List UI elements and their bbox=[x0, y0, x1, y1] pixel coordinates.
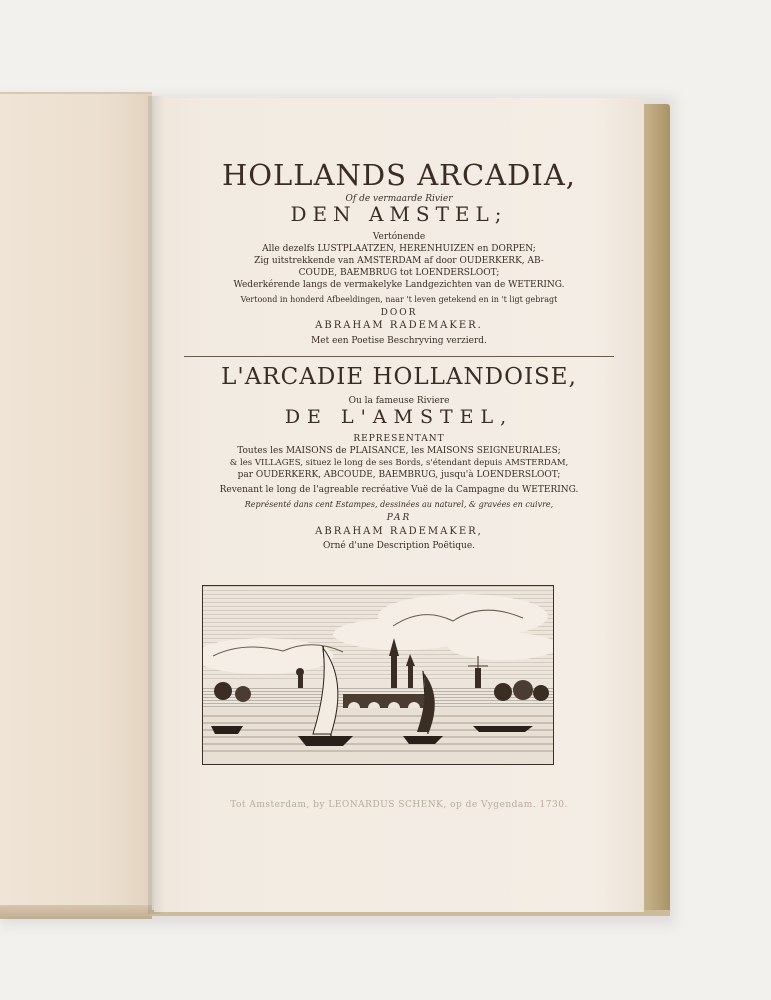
dutch-line-4: Wederkérende langs de vermakelyke Landgezichten van de WETERING. bbox=[233, 280, 565, 290]
section-divider bbox=[184, 356, 614, 357]
french-line-1: Toutes les MAISONS de PLAISANCE, les MAISONS SEIGNEURIALES; bbox=[237, 446, 561, 456]
dutch-subtitle: Of de vermaarde Rivier bbox=[345, 194, 453, 204]
left-page-edge bbox=[0, 905, 152, 919]
french-par: PAR bbox=[386, 513, 412, 523]
french-line-3: par OUDERKERK, ABCOUDE, BAEMBRUG, jusqu'à LOENDERSLOOT; bbox=[237, 470, 561, 480]
french-title: L'ARCADIE HOLLANDOISE, bbox=[221, 364, 577, 390]
book-cover-edge bbox=[640, 104, 670, 914]
dutch-line-5: Vertoond in honderd Afbeeldingen, naar 't leven getekend en in 't ligt gebragt bbox=[240, 295, 558, 304]
page-gutter-shadow bbox=[148, 96, 164, 914]
left-blank-page bbox=[0, 92, 152, 912]
french-author: ABRAHAM RADEMAKER, bbox=[315, 526, 483, 537]
dutch-river-title: DEN AMSTEL; bbox=[290, 202, 508, 226]
title-page bbox=[154, 98, 644, 912]
dutch-line-1: Alle dezelfs LUSTPLAATZEN, HERENHUIZEN en DORPEN; bbox=[262, 244, 536, 254]
french-line-4: Revenant le long de l'agreable recréative Vuë de la Campagne du WETERING. bbox=[219, 485, 579, 495]
dutch-vertonende: Vertónende bbox=[372, 232, 426, 242]
dutch-line-2: Zig uitstrekkende van AMSTERDAM af door OUDERKERK, AB- bbox=[254, 256, 544, 266]
imprint-line: Tot Amsterdam, by LEONARDUS SCHENK, op de Vygendam. 1730. bbox=[230, 800, 568, 810]
engraved-vignette bbox=[202, 585, 554, 765]
french-line-6: Orné d'une Description Poëtique. bbox=[322, 541, 476, 551]
dutch-author: ABRAHAM RADEMAKER. bbox=[315, 320, 483, 331]
dutch-door: DOOR bbox=[380, 308, 418, 318]
french-line-5: Représenté dans cent Estampes, dessinées au naturel, & gravées en cuivre, bbox=[244, 500, 554, 509]
french-subtitle: Ou la fameuse Riviere bbox=[348, 396, 450, 406]
french-river-title: DE L'AMSTEL, bbox=[284, 406, 514, 428]
french-representant: REPRESENTANT bbox=[353, 434, 445, 444]
dutch-line-6: Met een Poetise Beschryving verzierd. bbox=[311, 336, 487, 346]
dutch-line-3: COUDE, BAEMBRUG tot LOENDERSLOOT; bbox=[298, 268, 500, 278]
dutch-title: HOLLANDS ARCADIA, bbox=[221, 158, 576, 192]
amsterdam-river-view-engraving bbox=[203, 586, 553, 764]
french-line-2: & les VILLAGES, situez le long de ses Bords, s'étendant depuis AMSTERDAM, bbox=[229, 458, 569, 468]
